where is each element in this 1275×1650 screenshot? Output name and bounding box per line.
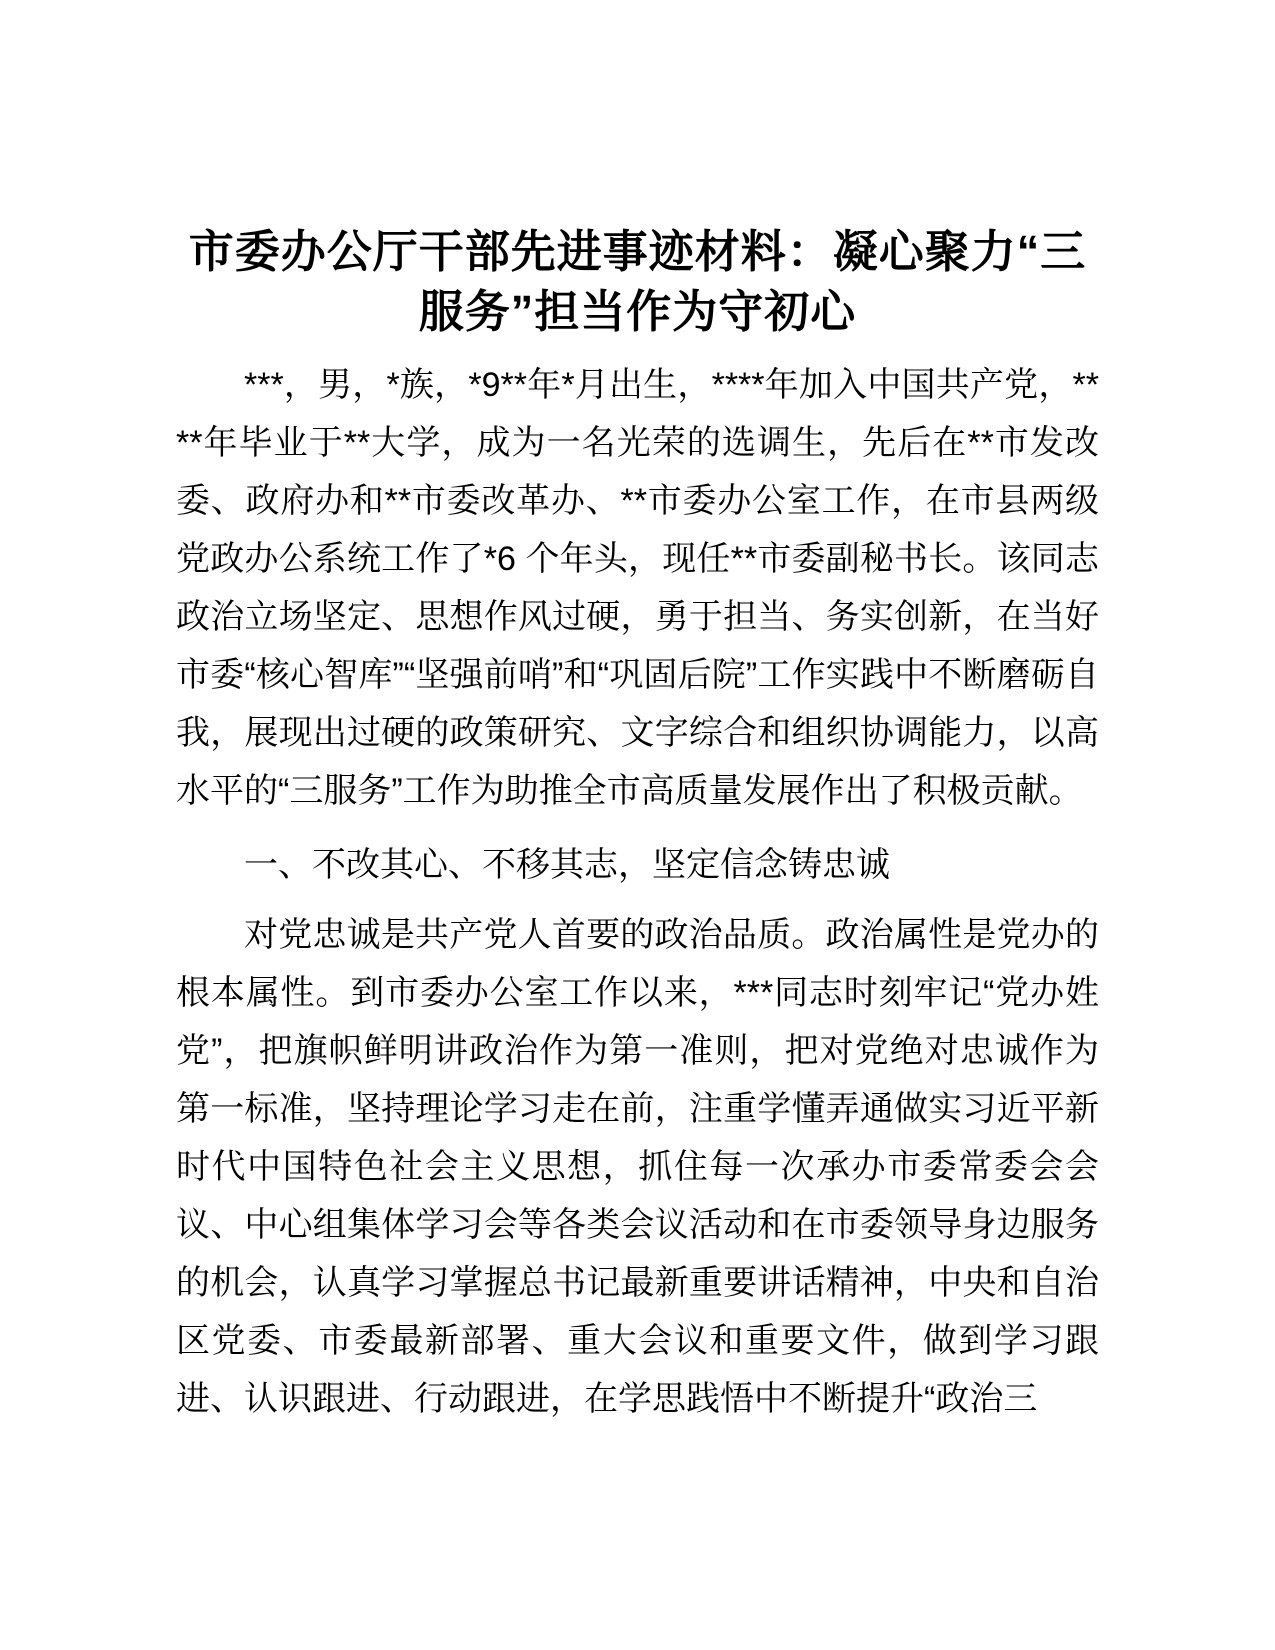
title-line-2: 服务”担当作为守初心 <box>418 286 857 337</box>
title-line-1: 市委办公厅干部先进事迹材料：凝心聚力“三 <box>188 226 1087 277</box>
section-heading: 一、不改其心、不移其志，坚定信念铸忠诚 <box>244 846 890 884</box>
section-body-paragraph: 对党忠诚是共产党人首要的政治品质。政治属性是党办的根本属性。到市委办公室工作以来，***同志时刻牢记“党办姓党”，把旗帜鲜明讲政治作为第一准则，把对党绝对忠诚作为第一标准，坚持理论学习走在前，注重学懂弄通做实习近平新时代中国特色社会主义思想，抓住每一次承办市委常委会会议、中心组集体学习会等各类会议活动和在市委领导身边服务的机会，认真学习掌握总书记最新重要讲话精神，中央和自治区党委、市委最新部署、重大会议和重要文件，做到学习跟进、认识跟进、行动跟进，在学思践悟中不断提升“政治三 <box>176 916 1099 1418</box>
document-title <box>176 222 1099 342</box>
intro-paragraph: ***，男，*族，*9**年*月出生，****年加入中国共产党，****年毕业于**大学，成为一名光荣的选调生，先后在**市发改委、政府办和**市委改革办、**市委办公室工作，在市县两级党政办公系统工作了*6 个年头，现任**市委副秘书长。该同志政治立场坚定、思想作风过硬，勇于担当、务实创新，在当好市委“核心智库”“坚强前哨”和“巩固后院”工作实践中不断磨砺自我，展现出过硬的政策研究、文字综合和组织协调能力，以高水平的“三服务”工作为助推全市高质量发展作出了积极贡献。 <box>176 366 1099 810</box>
